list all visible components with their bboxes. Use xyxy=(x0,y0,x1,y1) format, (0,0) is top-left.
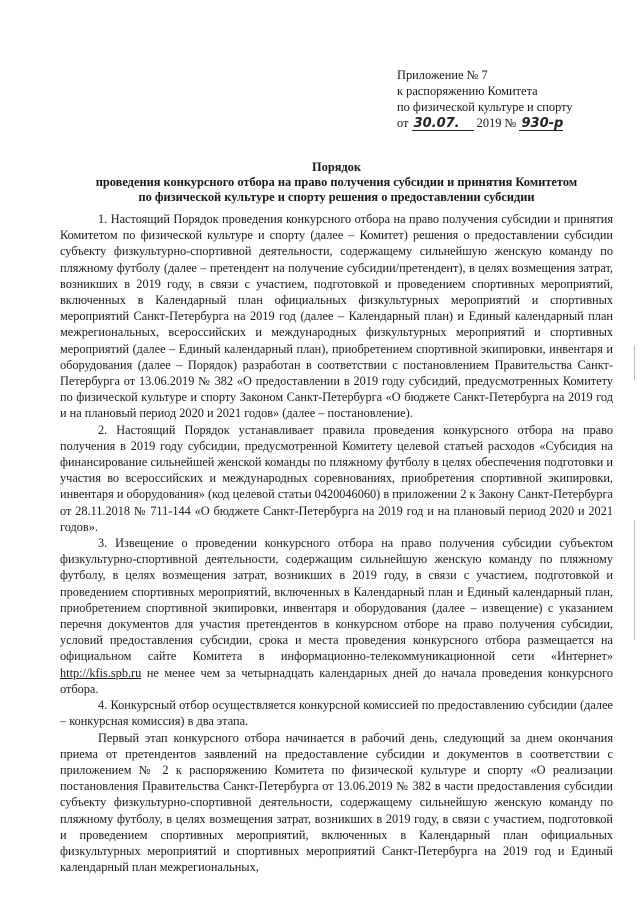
handwritten-number: 930-р xyxy=(521,116,564,131)
site-link[interactable]: http://kfis.spb.ru xyxy=(60,665,142,680)
appendix-order-ref: к распоряжению Комитета xyxy=(397,84,538,98)
scan-margin-mark xyxy=(634,345,635,380)
scan-margin-mark xyxy=(634,520,635,640)
paragraph-4: 4. Конкурсный отбор осуществляется конкурсной комиссией по предоставлению субсидии (далее – конкурсная комиссия) в два этапа. xyxy=(60,698,613,729)
paragraph-3-text: 3. Извещение о проведении конкурсного отбора на право получения субсидии субъектом физкультурно-спортивной деятельности, содержащим сильнейшую женскую команду по пляжному футболу, в целях возмещения затрат, возникших в 2019 году, в связи с участием, подготовкой и проведением спортивных мероприятий, включенных в Календарный план и Единый календарный план, приобретением спортивной экипировки, инвентаря и оборудования (далее – извещение) с указанием перечня документов для участия претендентов в конкурсном отборе на право получения субсидии, условий предоставления субсидии, срока и места проведения конкурсного отбора размещается на официальном сайте Комитета в информационно-телекоммуникационной сети «Интернет» xyxy=(60,536,613,664)
document-body xyxy=(60,211,613,875)
paragraph-1: 1. Настоящий Порядок проведения конкурсного отбора на право получения субсидии и принятия Комитетом по физической культуре и спорту (далее – Комитет) решения о предоставлении субсидии субъекту физкультурно-спортивной деятельности, содержащему сильнейшую женскую команду по пляжному футболу (далее – претендент на получение субсидии/претендент), в целях возмещения затрат, возникших в 2019 году, в связи с участием, подготовкой и проведением спортивных мероприятий, включенных в Календарный план официальных физкультурных мероприятий и спортивных мероприятий Санкт-Петербурга на 2019 год (далее – Календарный план) и Единый календарный план межрегиональных, всероссийских и международных физкультурных мероприятий и спортивных мероприятий (далее – Единый календарный план), приобретением спортивной экипировки, инвентаря и оборудования (далее – Порядок) разработан в соответствии с постановлением Правительства Санкт-Петербурга от 13.06.2019 № 382 «О предоставлении в 2019 году субсидий, предусмотренных Комитету по физической культуре и спорту Законом Санкт-Петербурга «О бюджете Санкт-Петербурга на 2019 год и на плановый период 2020 и 2021 годов» (далее – постановление). xyxy=(60,212,613,421)
appendix-committee: по физической культуре и спорту xyxy=(397,100,573,114)
appendix-header xyxy=(397,67,573,131)
appendix-number: Приложение № 7 xyxy=(397,68,488,82)
appendix-year: 2019 № xyxy=(476,116,517,130)
paragraph-3 xyxy=(60,535,613,697)
title-line-1: Порядок xyxy=(311,160,362,174)
title-line-2: проведения конкурсного отбора на право получения субсидии и принятия Комитетом xyxy=(95,175,578,189)
paragraph-2: 2. Настоящий Порядок устанавливает правила проведения конкурсного отбора на право получения в 2019 году субсидии, предусмотренной Комитету целевой статьей расходов «Субсидия на финансирование сильнейшей женской команды по пляжному футболу в целях обеспечения подготовки и участия во всероссийских и международных соревнованиях, приобретения спортивной экипировки, инвентаря и оборудования» (код целевой статьи 0420046060) в приложении 2 к Закону Санкт-Петербурга от 28.11.2018 № 711-144 «О бюджете Санкт-Петербурга на 2019 год и на плановый период 2020 и 2021 годов». xyxy=(60,422,613,534)
paragraph-5: Первый этап конкурсного отбора начинается в рабочий день, следующий за днем окончания приема от претендентов заявлений на предоставление субсидии и документов в соответствии с приложением № 2 к распоряжению Комитета по физической культуре и спорту «О реализации постановления Правительства Санкт-Петербурга от 13.06.2019 № 382 в части предоставления субсидии субъекту физкультурно-спортивной деятельности, содержащему сильнейшую женскую команду по пляжному футболу, в целях возмещения затрат, возникших в 2019 году, в связи с участием, подготовкой и проведением спортивных мероприятий, включенных в Календарный план официальных физкультурных мероприятий и спортивных мероприятий Санкт-Петербурга на 2019 год и Единый календарный план межрегиональных, xyxy=(60,730,613,875)
paragraph-3-tail: не менее чем за четырнадцать календарных дней до начала проведения конкурсного отбора. xyxy=(60,665,613,696)
handwritten-date: 30.07. xyxy=(412,117,474,131)
appendix-date-line xyxy=(397,115,573,131)
title-line-3: по физической культуре и спорту решения о предоставлении субсидии xyxy=(138,190,535,204)
document-title xyxy=(60,160,613,205)
appendix-date-prefix: от xyxy=(397,116,409,130)
